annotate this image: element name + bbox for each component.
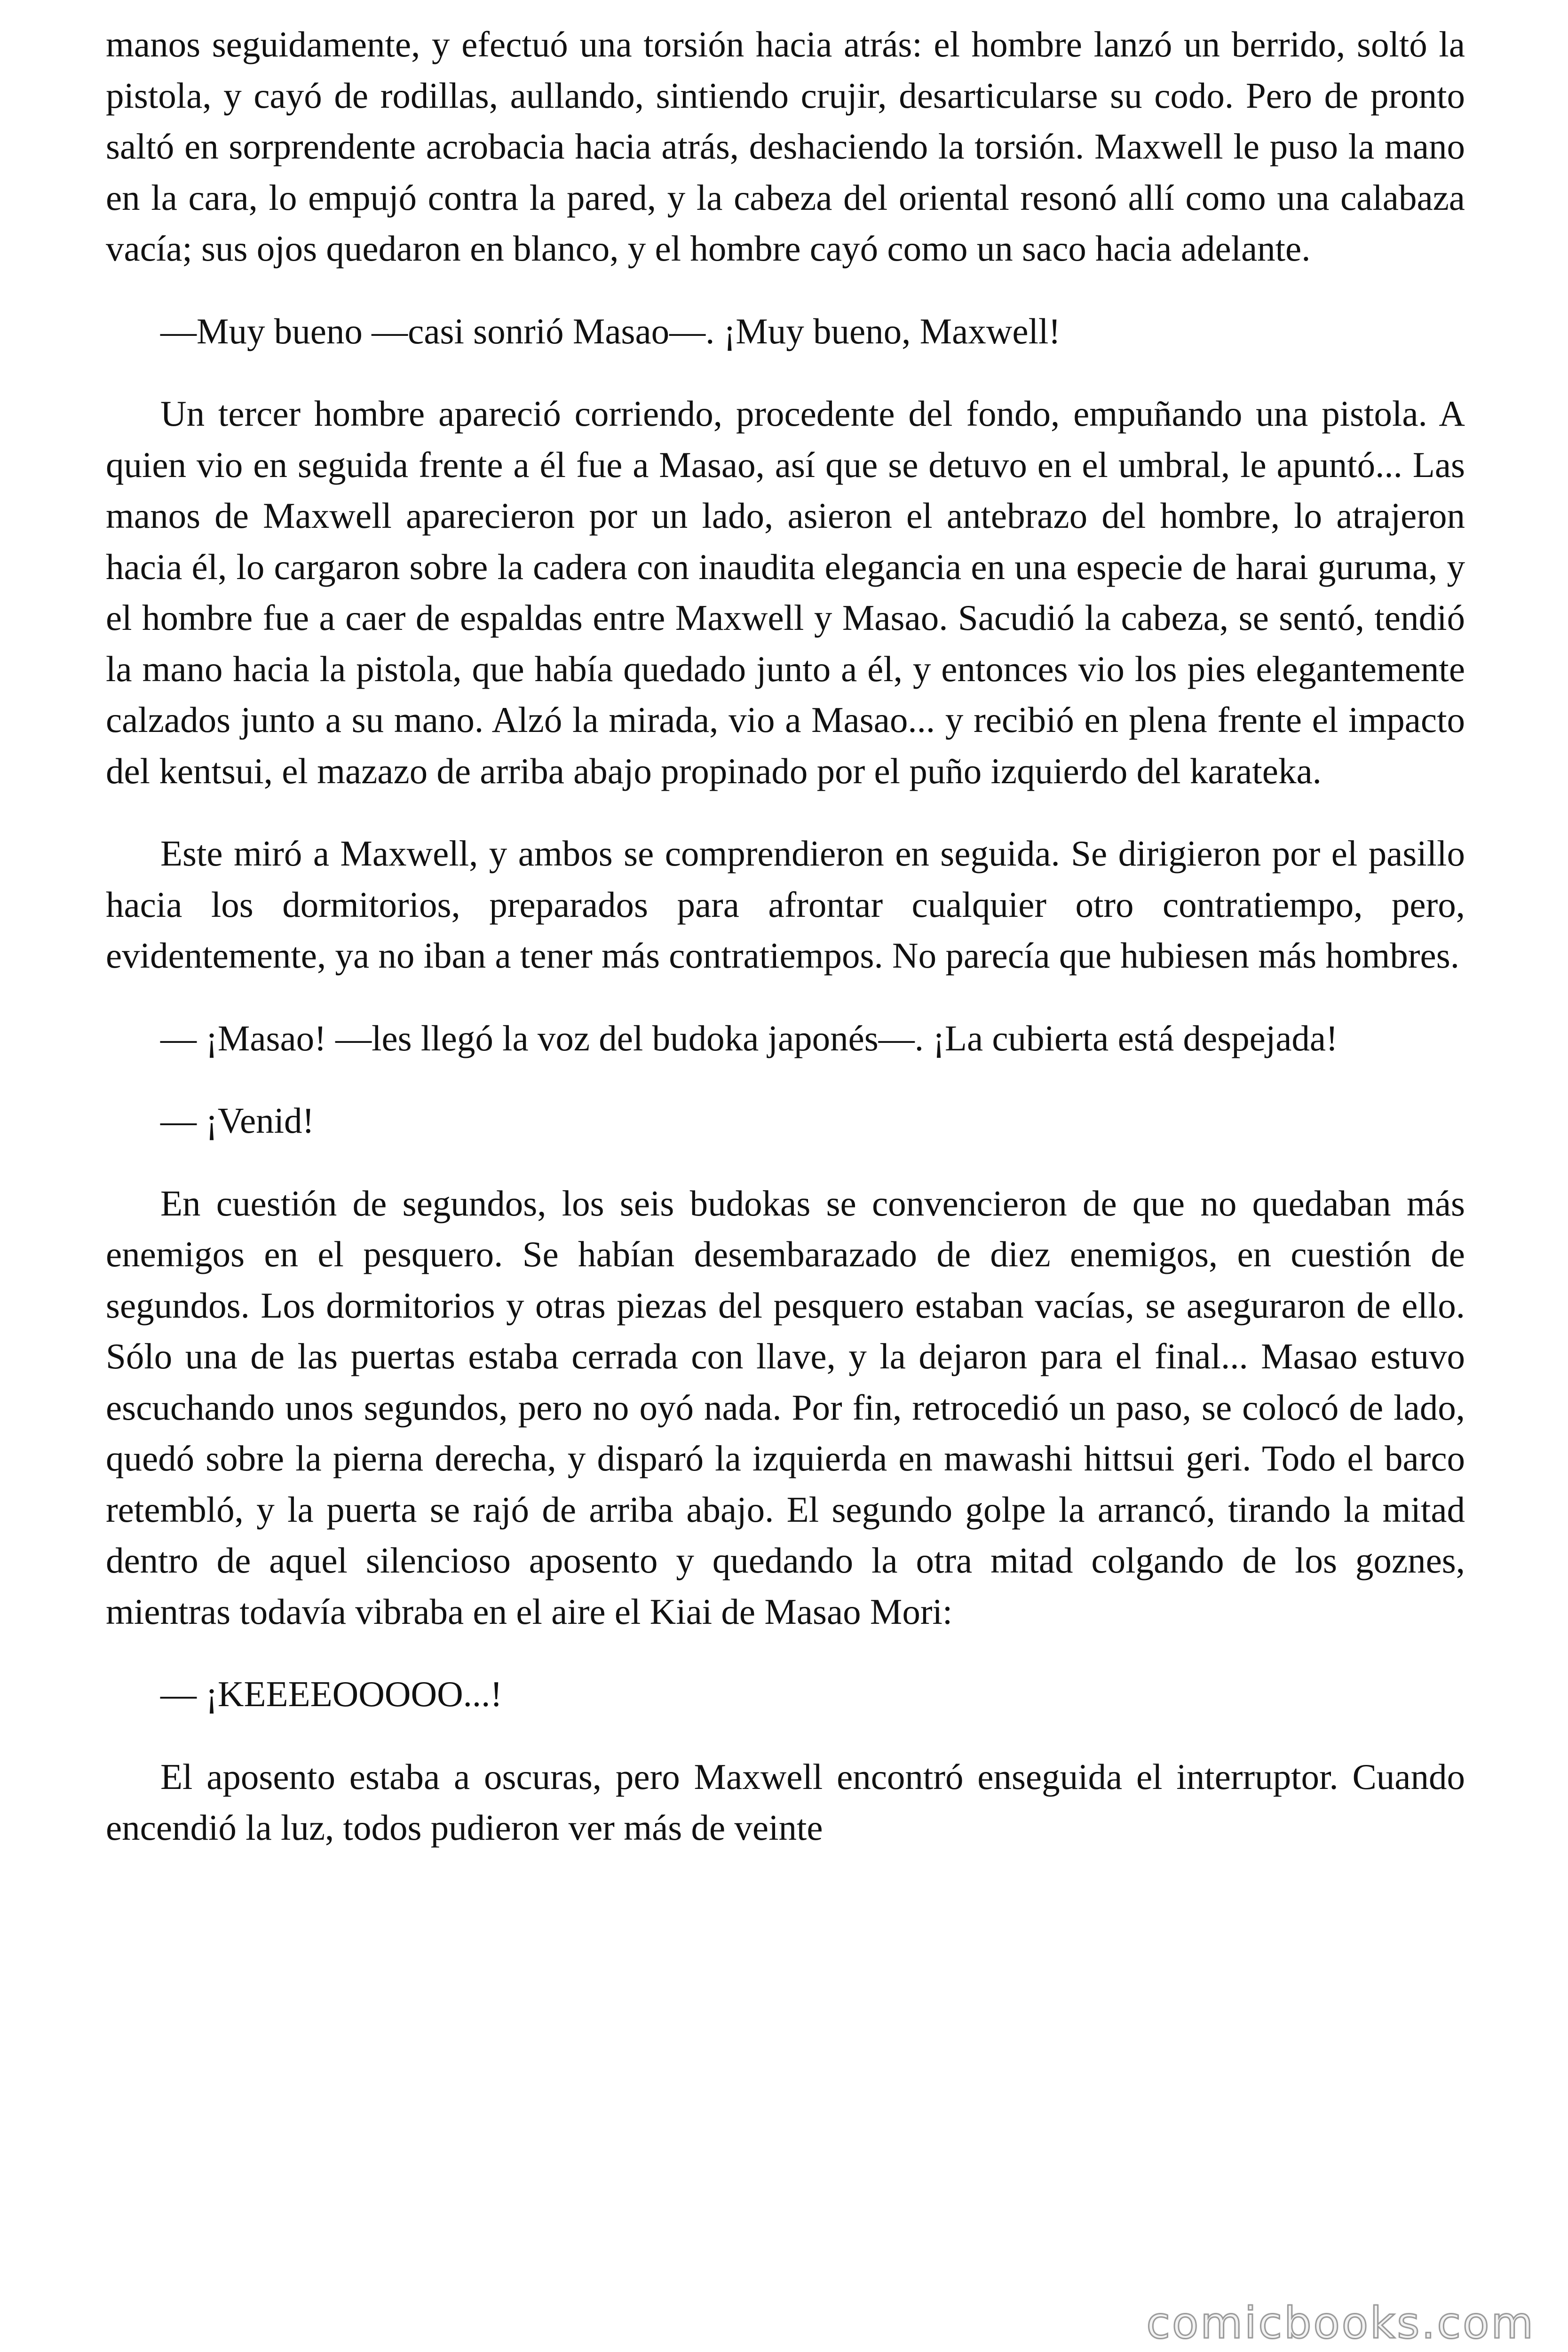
- paragraph-masao-praise: —Muy bueno —casi sonrió Masao—. ¡Muy bueno, Maxwell!: [160, 310, 1061, 351]
- paragraph-kiai: — ¡KEEEEOOOOO...!: [160, 1674, 503, 1714]
- paragraph-dark-room: El aposento estaba a oscuras, pero Maxwell encontró enseguida el interruptor. Cuando encendió la luz, todos pudieron ver más de veinte: [106, 1756, 1465, 1848]
- paragraph-maxwell-torsion: manos seguidamente, y efectuó una torsión hacia atrás: el hombre lanzó un berrido, soltó la pistola, y cayó de rodillas, aullando, sintiendo crujir, desarticularse su codo. Pero de pronto saltó en sorprendente acrobacia hacia atrás, deshaciendo la torsión. Maxwell le puso la mano en la cara, lo empujó contra la pared, y la cabeza del oriental resonó allí como una calabaza vacía; sus ojos quedaron en blanco, y el hombre cayó como un saco hacia adelante.: [106, 24, 1465, 269]
- paragraph-third-man: Un tercer hombre apareció corriendo, procedente del fondo, empuñando una pistola. A quien vio en seguida frente a él fue a Masao, así que se detuvo en el umbral, le apuntó... Las manos de Maxwell aparecieron por un lado, asieron el antebrazo del hombre, lo atrajeron hacia él, lo cargaron sobre la cadera con inaudita elegancia en una especie de harai guruma, y el hombre fue a caer de espaldas entre Maxwell y Masao. Sacudió la cabeza, se sentó, tendió la mano hacia la pistola, que había quedado junto a él, y entonces vio los pies elegantemente calzados junto a su mano. Alzó la mirada, vio a Masao... y recibió en plena frente el impacto del kentsui, el mazazo de arriba abajo propinado por el puño izquierdo del karateka.: [106, 393, 1465, 791]
- paragraph-locked-door: En cuestión de segundos, los seis budokas se convencieron de que no quedaban más enemigos en el pesquero. Se habían desembarazado de diez enemigos, en cuestión de segundos. Los dormitorios y otras piezas del pesquero estaban vacías, se aseguraron de ello. Sólo una de las puertas estaba cerrada con llave, y la dejaron para el final... Masao estuvo escuchando unos segundos, pero no oyó nada. Por fin, retrocedió un paso, se colocó de lado, quedó sobre la pierna derecha, y disparó la izquierda en mawashi hittsui geri. Todo el barco retembló, y la puerta se rajó de arriba abajo. El segundo golpe la arrancó, tirando la mitad dentro de aquel silencioso aposento y quedando la otra mitad colgando de los goznes, mientras todavía vibraba en el aire el Kiai de Masao Mori:: [106, 1183, 1465, 1632]
- paragraph-deck-clear: — ¡Masao! —les llegó la voz del budoka japonés—. ¡La cubierta está despejada!: [160, 1017, 1338, 1058]
- paragraph-venid: — ¡Venid!: [160, 1100, 315, 1141]
- paragraph-corridor: Este miró a Maxwell, y ambos se comprendieron en seguida. Se dirigieron por el pasillo hacia los dormitorios, preparados para afrontar cualquier otro contratiempo, pero, evidentemente, ya no iban a tener más contratiempos. No parecía que hubiesen más hombres.: [106, 833, 1465, 976]
- book-page-text: [106, 19, 1465, 1885]
- watermark-logo: comicbooks.com: [1146, 2298, 1535, 2348]
